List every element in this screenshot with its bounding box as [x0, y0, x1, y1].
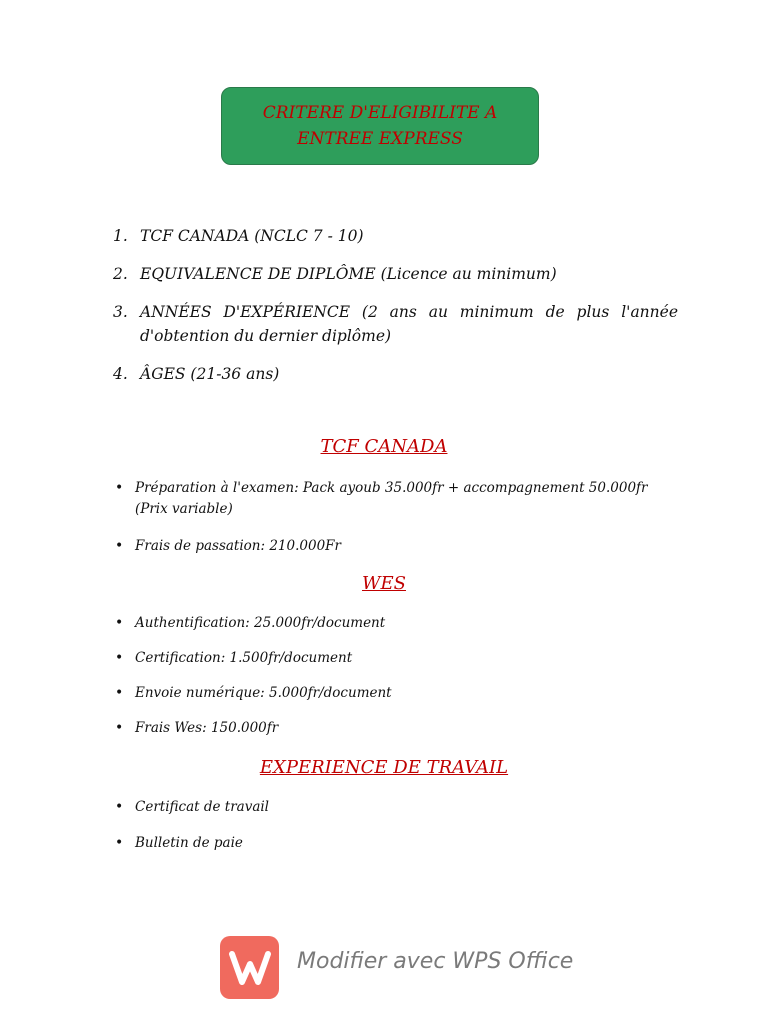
list-item: • Bulletin de paie [113, 833, 673, 854]
title-line-2: ENTREE EXPRESS [297, 129, 463, 149]
criteria-number: 4. [113, 365, 128, 383]
wps-edit-link[interactable]: Modifier avec WPS Office [297, 949, 574, 974]
criteria-text: ANNÉES D'EXPÉRIENCE (2 ans au minimum de plus l'année d'obtention du dernier diplôme) [140, 303, 678, 345]
criteria-text: TCF CANADA (NCLC 7 - 10) [140, 227, 364, 245]
title-line-1: CRITERE D'ELIGIBILITE A [262, 103, 498, 123]
criteria-number: 1. [113, 227, 128, 245]
list-item: • Frais de passation: 210.000Fr [113, 536, 673, 557]
wes-list [113, 613, 673, 739]
criteria-item [113, 224, 678, 248]
wps-logo-glyph [228, 948, 272, 988]
list-item: • Frais Wes: 150.000fr [113, 718, 673, 739]
criteria-item [113, 300, 678, 348]
criteria-number: 3. [113, 303, 128, 321]
criteria-number: 2. [113, 265, 128, 283]
criteria-item [113, 262, 678, 286]
section-heading-wes: WES [362, 573, 406, 594]
section-heading-tcf-canada: TCF CANADA [320, 436, 448, 457]
criteria-list [113, 224, 678, 386]
list-item: • Préparation à l'examen: Pack ayoub 35.000fr + accompagnement 50.000fr (Prix variable) [113, 478, 673, 520]
criteria-text: EQUIVALENCE DE DIPLÔME (Licence au minimum) [140, 265, 557, 283]
criteria-item [113, 362, 678, 386]
tcf-canada-list [113, 478, 673, 557]
list-item: • Certification: 1.500fr/document [113, 648, 673, 669]
title-box [221, 87, 539, 165]
list-item: • Envoie numérique: 5.000fr/document [113, 683, 673, 704]
criteria-text: ÂGES (21-36 ans) [140, 365, 280, 383]
experience-list [113, 797, 673, 854]
list-item: • Certificat de travail [113, 797, 673, 818]
wps-office-logo-icon[interactable] [220, 936, 279, 999]
list-item: • Authentification: 25.000fr/document [113, 613, 673, 634]
section-heading-experience: EXPERIENCE DE TRAVAIL [259, 757, 509, 778]
